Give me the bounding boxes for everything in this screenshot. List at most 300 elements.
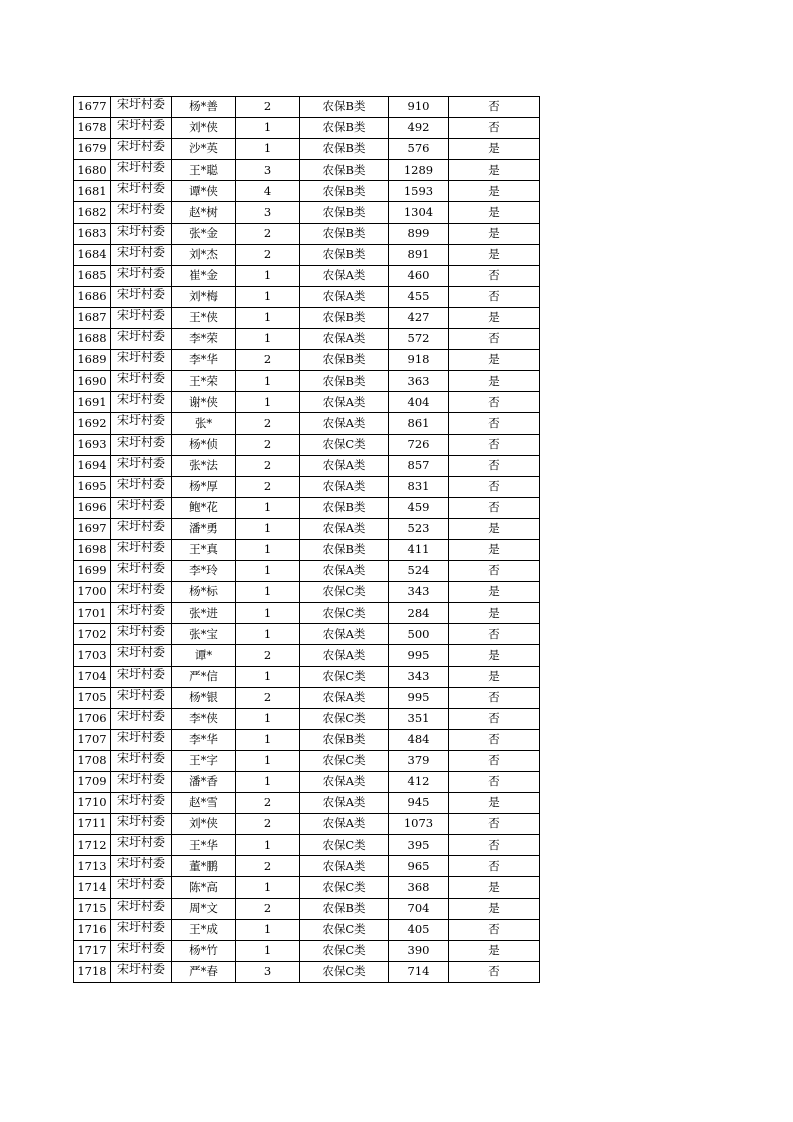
village-label: 宋圩村委	[116, 518, 165, 533]
row-id-cell: 1704	[74, 666, 111, 687]
insurance-type-cell: 农保B类	[300, 307, 389, 328]
name-cell: 鲍*花	[172, 497, 236, 518]
household-count-cell: 1	[236, 118, 300, 139]
flag-cell: 否	[449, 561, 540, 582]
table-row	[74, 202, 540, 223]
insurance-type-cell: 农保B类	[300, 139, 389, 160]
table-row	[74, 455, 540, 476]
table-row	[74, 898, 540, 919]
row-id-cell: 1681	[74, 181, 111, 202]
amount-cell: 484	[389, 729, 449, 750]
row-id-cell: 1718	[74, 961, 111, 982]
amount-cell: 460	[389, 265, 449, 286]
household-count-cell: 1	[236, 539, 300, 560]
village-cell	[111, 118, 172, 139]
flag-cell: 否	[449, 919, 540, 940]
village-cell	[111, 286, 172, 307]
village-label: 宋圩村委	[116, 160, 165, 175]
village-cell	[111, 202, 172, 223]
row-id-cell: 1682	[74, 202, 111, 223]
village-cell	[111, 307, 172, 328]
village-label: 宋圩村委	[116, 497, 165, 512]
village-label: 宋圩村委	[116, 434, 165, 449]
row-id-cell: 1701	[74, 603, 111, 624]
village-cell	[111, 539, 172, 560]
flag-cell: 是	[449, 940, 540, 961]
insurance-type-cell: 农保A类	[300, 814, 389, 835]
name-cell: 张*	[172, 413, 236, 434]
insurance-type-cell: 农保A类	[300, 624, 389, 645]
name-cell: 张*宝	[172, 624, 236, 645]
row-id-cell: 1712	[74, 835, 111, 856]
village-label: 宋圩村委	[116, 329, 165, 344]
amount-cell: 459	[389, 497, 449, 518]
household-count-cell: 2	[236, 793, 300, 814]
row-id-cell: 1690	[74, 371, 111, 392]
household-count-cell: 2	[236, 413, 300, 434]
row-id-cell: 1717	[74, 940, 111, 961]
amount-cell: 726	[389, 434, 449, 455]
village-label: 宋圩村委	[116, 118, 165, 133]
name-cell: 杨*银	[172, 687, 236, 708]
village-cell	[111, 329, 172, 350]
flag-cell: 否	[449, 392, 540, 413]
insurance-type-cell: 农保A类	[300, 476, 389, 497]
table-row	[74, 307, 540, 328]
table-row	[74, 97, 540, 118]
name-cell: 杨*标	[172, 582, 236, 603]
flag-cell: 是	[449, 539, 540, 560]
amount-cell: 343	[389, 666, 449, 687]
name-cell: 严*信	[172, 666, 236, 687]
table-row	[74, 392, 540, 413]
name-cell: 王*聪	[172, 160, 236, 181]
household-count-cell: 1	[236, 329, 300, 350]
amount-cell: 343	[389, 582, 449, 603]
table-row	[74, 835, 540, 856]
name-cell: 沙*英	[172, 139, 236, 160]
amount-cell: 714	[389, 961, 449, 982]
household-count-cell: 1	[236, 729, 300, 750]
insurance-type-cell: 农保A类	[300, 265, 389, 286]
flag-cell: 否	[449, 708, 540, 729]
flag-cell: 是	[449, 160, 540, 181]
amount-cell: 404	[389, 392, 449, 413]
insurance-type-cell: 农保A类	[300, 793, 389, 814]
flag-cell: 是	[449, 582, 540, 603]
flag-cell: 是	[449, 877, 540, 898]
flag-cell: 否	[449, 476, 540, 497]
household-count-cell: 1	[236, 666, 300, 687]
flag-cell: 否	[449, 750, 540, 771]
name-cell: 周*文	[172, 898, 236, 919]
amount-cell: 576	[389, 139, 449, 160]
household-count-cell: 1	[236, 835, 300, 856]
village-cell	[111, 877, 172, 898]
household-count-cell: 2	[236, 898, 300, 919]
name-cell: 张*法	[172, 455, 236, 476]
village-label: 宋圩村委	[116, 814, 165, 829]
village-cell	[111, 455, 172, 476]
table-row	[74, 961, 540, 982]
table-row	[74, 687, 540, 708]
row-id-cell: 1706	[74, 708, 111, 729]
row-id-cell: 1691	[74, 392, 111, 413]
row-id-cell: 1697	[74, 518, 111, 539]
table-row	[74, 329, 540, 350]
village-label: 宋圩村委	[116, 413, 165, 428]
table-row	[74, 434, 540, 455]
row-id-cell: 1699	[74, 561, 111, 582]
amount-cell: 995	[389, 645, 449, 666]
table-row	[74, 940, 540, 961]
row-id-cell: 1707	[74, 729, 111, 750]
flag-cell: 否	[449, 961, 540, 982]
village-label: 宋圩村委	[116, 350, 165, 365]
flag-cell: 是	[449, 139, 540, 160]
flag-cell: 是	[449, 181, 540, 202]
row-id-cell: 1692	[74, 413, 111, 434]
row-id-cell: 1705	[74, 687, 111, 708]
amount-cell: 379	[389, 750, 449, 771]
row-id-cell: 1693	[74, 434, 111, 455]
name-cell: 李*华	[172, 350, 236, 371]
village-label: 宋圩村委	[116, 603, 165, 618]
insurance-type-cell: 农保B类	[300, 371, 389, 392]
row-id-cell: 1711	[74, 814, 111, 835]
village-cell	[111, 961, 172, 982]
flag-cell: 是	[449, 223, 540, 244]
row-id-cell: 1694	[74, 455, 111, 476]
village-cell	[111, 750, 172, 771]
household-count-cell: 2	[236, 687, 300, 708]
table-row	[74, 118, 540, 139]
flag-cell: 否	[449, 265, 540, 286]
flag-cell: 否	[449, 97, 540, 118]
name-cell: 杨*厚	[172, 476, 236, 497]
row-id-cell: 1686	[74, 286, 111, 307]
row-id-cell: 1684	[74, 244, 111, 265]
row-id-cell: 1716	[74, 919, 111, 940]
household-count-cell: 2	[236, 97, 300, 118]
name-cell: 王*侠	[172, 307, 236, 328]
name-cell: 刘*梅	[172, 286, 236, 307]
village-cell	[111, 223, 172, 244]
amount-cell: 891	[389, 244, 449, 265]
table-row	[74, 666, 540, 687]
table-row	[74, 265, 540, 286]
village-label: 宋圩村委	[116, 898, 165, 913]
row-id-cell: 1710	[74, 793, 111, 814]
flag-cell: 否	[449, 329, 540, 350]
household-count-cell: 1	[236, 561, 300, 582]
table-row	[74, 539, 540, 560]
village-label: 宋圩村委	[116, 772, 165, 786]
name-cell: 潘*勇	[172, 518, 236, 539]
village-label: 宋圩村委	[116, 476, 165, 491]
village-cell	[111, 687, 172, 708]
village-cell	[111, 603, 172, 624]
amount-cell: 910	[389, 97, 449, 118]
village-cell	[111, 582, 172, 603]
flag-cell: 否	[449, 729, 540, 750]
household-count-cell: 2	[236, 223, 300, 244]
village-cell	[111, 160, 172, 181]
amount-cell: 965	[389, 856, 449, 877]
flag-cell: 否	[449, 835, 540, 856]
household-count-cell: 3	[236, 202, 300, 223]
flag-cell: 否	[449, 814, 540, 835]
row-id-cell: 1695	[74, 476, 111, 497]
village-label: 宋圩村委	[116, 97, 165, 111]
table-row	[74, 371, 540, 392]
household-count-cell: 1	[236, 497, 300, 518]
name-cell: 杨*竹	[172, 940, 236, 961]
village-cell	[111, 97, 172, 118]
insurance-type-cell: 农保B类	[300, 181, 389, 202]
insurance-type-cell: 农保A类	[300, 645, 389, 666]
insurance-type-cell: 农保C类	[300, 940, 389, 961]
flag-cell: 是	[449, 898, 540, 919]
village-label: 宋圩村委	[116, 539, 165, 554]
insurance-type-cell: 农保C类	[300, 750, 389, 771]
table-row	[74, 181, 540, 202]
household-count-cell: 1	[236, 518, 300, 539]
flag-cell: 否	[449, 687, 540, 708]
amount-cell: 492	[389, 118, 449, 139]
village-label: 宋圩村委	[116, 265, 165, 280]
name-cell: 李*玲	[172, 561, 236, 582]
village-label: 宋圩村委	[116, 645, 165, 660]
insurance-type-cell: 农保C类	[300, 835, 389, 856]
insurance-type-cell: 农保B类	[300, 223, 389, 244]
amount-cell: 918	[389, 350, 449, 371]
table-row	[74, 856, 540, 877]
table-row	[74, 476, 540, 497]
household-count-cell: 3	[236, 961, 300, 982]
village-label: 宋圩村委	[116, 202, 165, 217]
table-row	[74, 729, 540, 750]
insurance-type-cell: 农保B类	[300, 244, 389, 265]
name-cell: 王*真	[172, 539, 236, 560]
village-label: 宋圩村委	[116, 244, 165, 259]
table-row	[74, 518, 540, 539]
name-cell: 杨*侦	[172, 434, 236, 455]
table-row	[74, 497, 540, 518]
flag-cell: 否	[449, 286, 540, 307]
village-label: 宋圩村委	[116, 750, 165, 765]
village-cell	[111, 139, 172, 160]
table-row	[74, 919, 540, 940]
amount-cell: 899	[389, 223, 449, 244]
household-count-cell: 1	[236, 582, 300, 603]
name-cell: 张*金	[172, 223, 236, 244]
village-cell	[111, 265, 172, 286]
insurance-type-cell: 农保A类	[300, 413, 389, 434]
name-cell: 刘*杰	[172, 244, 236, 265]
village-cell	[111, 244, 172, 265]
household-count-cell: 2	[236, 244, 300, 265]
flag-cell: 是	[449, 645, 540, 666]
table-row	[74, 624, 540, 645]
village-cell	[111, 371, 172, 392]
name-cell: 王*华	[172, 835, 236, 856]
household-count-cell: 1	[236, 877, 300, 898]
flag-cell: 否	[449, 497, 540, 518]
row-id-cell: 1715	[74, 898, 111, 919]
household-count-cell: 2	[236, 350, 300, 371]
amount-cell: 455	[389, 286, 449, 307]
name-cell: 李*侠	[172, 708, 236, 729]
table-row	[74, 750, 540, 771]
name-cell: 赵*树	[172, 202, 236, 223]
village-label: 宋圩村委	[116, 307, 165, 322]
insurance-type-cell: 农保C类	[300, 666, 389, 687]
insurance-type-cell: 农保A类	[300, 286, 389, 307]
insurance-type-cell: 农保A类	[300, 329, 389, 350]
row-id-cell: 1709	[74, 772, 111, 793]
village-label: 宋圩村委	[116, 708, 165, 723]
household-count-cell: 1	[236, 139, 300, 160]
name-cell: 王*荣	[172, 371, 236, 392]
table-row	[74, 645, 540, 666]
amount-cell: 427	[389, 307, 449, 328]
insurance-type-cell: 农保A类	[300, 561, 389, 582]
row-id-cell: 1680	[74, 160, 111, 181]
amount-cell: 572	[389, 329, 449, 350]
insurance-type-cell: 农保A类	[300, 518, 389, 539]
amount-cell: 395	[389, 835, 449, 856]
insurance-type-cell: 农保A类	[300, 687, 389, 708]
household-count-cell: 1	[236, 624, 300, 645]
name-cell: 潘*香	[172, 772, 236, 793]
village-cell	[111, 835, 172, 856]
row-id-cell: 1714	[74, 877, 111, 898]
amount-cell: 351	[389, 708, 449, 729]
village-cell	[111, 434, 172, 455]
village-label: 宋圩村委	[116, 940, 165, 955]
row-id-cell: 1696	[74, 497, 111, 518]
flag-cell: 否	[449, 856, 540, 877]
table-row	[74, 708, 540, 729]
name-cell: 陈*高	[172, 877, 236, 898]
village-cell	[111, 708, 172, 729]
flag-cell: 是	[449, 307, 540, 328]
insurance-type-cell: 农保C类	[300, 603, 389, 624]
name-cell: 董*鹏	[172, 856, 236, 877]
name-cell: 张*进	[172, 603, 236, 624]
amount-cell: 524	[389, 561, 449, 582]
village-label: 宋圩村委	[116, 223, 165, 238]
table-row	[74, 582, 540, 603]
village-label: 宋圩村委	[116, 371, 165, 386]
name-cell: 李*荣	[172, 329, 236, 350]
row-id-cell: 1677	[74, 97, 111, 118]
village-label: 宋圩村委	[116, 687, 165, 702]
village-cell	[111, 666, 172, 687]
table-row	[74, 877, 540, 898]
insurance-type-cell: 农保B类	[300, 539, 389, 560]
village-cell	[111, 181, 172, 202]
insurance-type-cell: 农保A类	[300, 392, 389, 413]
table-row	[74, 413, 540, 434]
name-cell: 谢*侠	[172, 392, 236, 413]
table-row	[74, 772, 540, 793]
insurance-type-cell: 农保B类	[300, 160, 389, 181]
flag-cell: 是	[449, 244, 540, 265]
village-cell	[111, 856, 172, 877]
amount-cell: 411	[389, 539, 449, 560]
name-cell: 谭*	[172, 645, 236, 666]
table-row	[74, 223, 540, 244]
amount-cell: 1289	[389, 160, 449, 181]
amount-cell: 1304	[389, 202, 449, 223]
flag-cell: 是	[449, 518, 540, 539]
amount-cell: 390	[389, 940, 449, 961]
household-count-cell: 2	[236, 434, 300, 455]
row-id-cell: 1713	[74, 856, 111, 877]
insurance-type-cell: 农保B类	[300, 497, 389, 518]
flag-cell: 否	[449, 413, 540, 434]
household-count-cell: 1	[236, 750, 300, 771]
row-id-cell: 1703	[74, 645, 111, 666]
name-cell: 崔*金	[172, 265, 236, 286]
insurance-type-cell: 农保B类	[300, 350, 389, 371]
table-row	[74, 603, 540, 624]
flag-cell: 否	[449, 772, 540, 793]
name-cell: 严*春	[172, 961, 236, 982]
household-count-cell: 1	[236, 307, 300, 328]
insurance-type-cell: 农保B类	[300, 729, 389, 750]
village-label: 宋圩村委	[116, 455, 165, 470]
table-row	[74, 160, 540, 181]
table-row	[74, 286, 540, 307]
village-cell	[111, 497, 172, 518]
household-count-cell: 2	[236, 856, 300, 877]
village-cell	[111, 814, 172, 835]
amount-cell: 500	[389, 624, 449, 645]
row-id-cell: 1678	[74, 118, 111, 139]
village-cell	[111, 518, 172, 539]
village-label: 宋圩村委	[116, 286, 165, 301]
table-row	[74, 793, 540, 814]
row-id-cell: 1698	[74, 539, 111, 560]
village-label: 宋圩村委	[116, 666, 165, 681]
insurance-type-cell: 农保C类	[300, 434, 389, 455]
amount-cell: 861	[389, 413, 449, 434]
name-cell: 刘*侠	[172, 814, 236, 835]
household-count-cell: 1	[236, 919, 300, 940]
village-label: 宋圩村委	[116, 729, 165, 744]
amount-cell: 704	[389, 898, 449, 919]
table-row	[74, 350, 540, 371]
village-cell	[111, 413, 172, 434]
village-cell	[111, 561, 172, 582]
household-count-cell: 1	[236, 371, 300, 392]
household-count-cell: 1	[236, 392, 300, 413]
insurance-type-cell: 农保C类	[300, 961, 389, 982]
village-label: 宋圩村委	[116, 561, 165, 576]
household-count-cell: 1	[236, 286, 300, 307]
name-cell: 刘*侠	[172, 118, 236, 139]
village-label: 宋圩村委	[116, 856, 165, 871]
village-cell	[111, 729, 172, 750]
row-id-cell: 1679	[74, 139, 111, 160]
household-count-cell: 4	[236, 181, 300, 202]
name-cell: 赵*雪	[172, 793, 236, 814]
insurance-type-cell: 农保B类	[300, 97, 389, 118]
table-row	[74, 139, 540, 160]
